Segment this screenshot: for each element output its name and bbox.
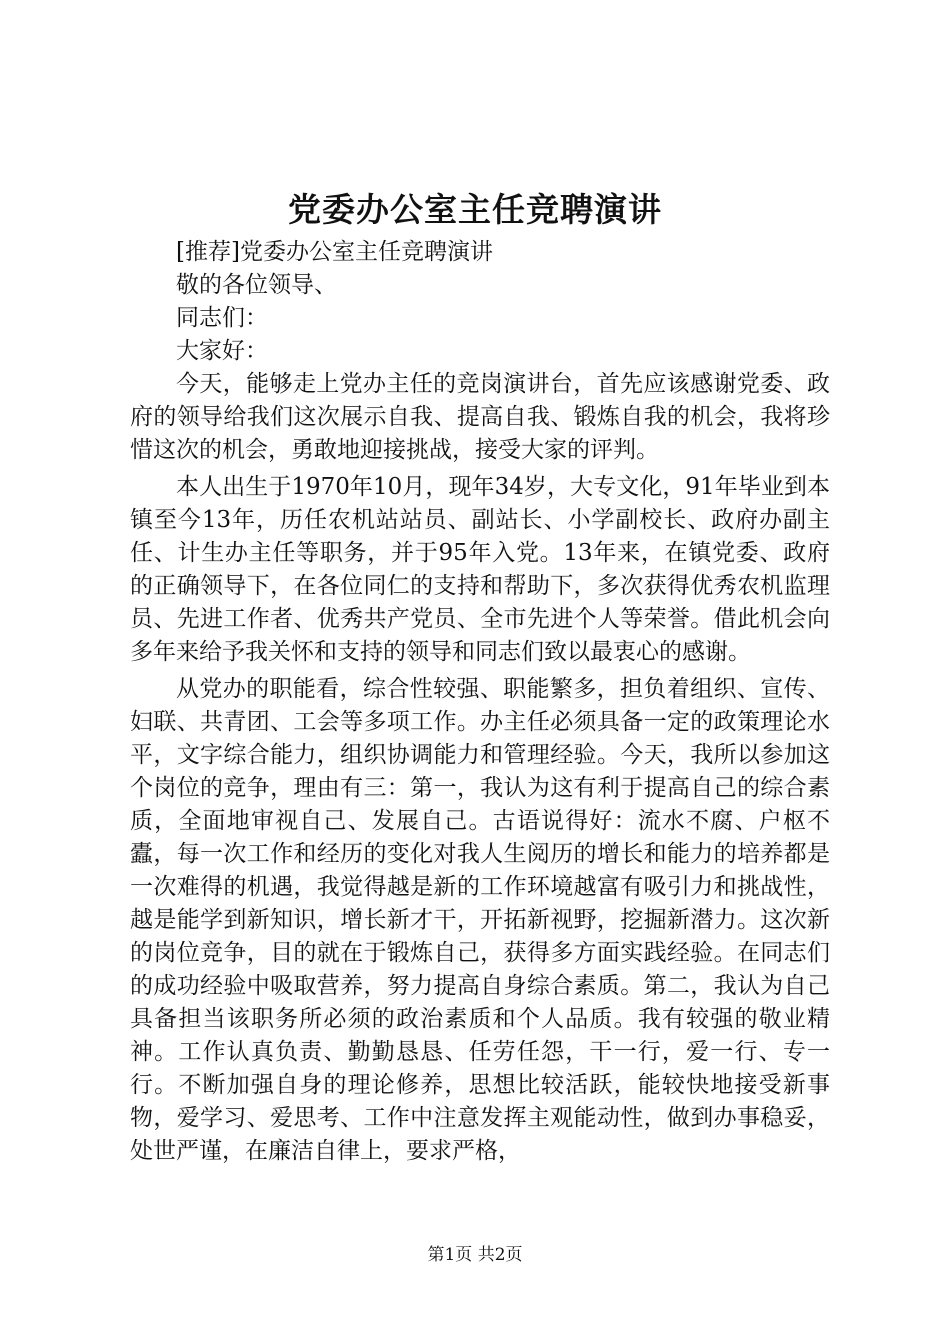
paragraph-heading-line: [推荐]党委办公室主任竞聘演讲 (176, 239, 493, 265)
paragraph-job-reasons: 从党办的职能看，综合性较强、职能繁多，担负着组织、宣传、妇联、共青团、工会等多项工作。办主任必须具备一定的政策理论水平，文字综合能力，组织协调能力和管理经验。今天，我所以参加这个岗位的竞争，理由有三：第一，我认为这有利于提高自己的综合素质，全面地审视自己、发展自己。古语说得好：流水不腐、户枢不蠹，每一次工作和经历的变化对我人生阅历的增长和能力的培养都是一次难得的机遇，我觉得越是新的工作环境越富有吸引力和挑战性，越是能学到新知识，增长新才干，开拓新视野，挖掘新潜力。这次新的岗位竞争，目的就在于锻炼自己，获得多方面实践经验。在同志们的成功经验中吸取营养，努力提高自身综合素质。第二，我认为自己具备担当该职务所必须的政治素质和个人品质。我有较强的敬业精神。工作认真负责、勤勤恳恳、任劳任怨，干一行，爱一行、专一行。不断加强自身的理论修养，思想比较活跃，能较快地接受新事物，爱学习、爱思考、工作中注意发挥主观能动性，做到办事稳妥，处世严谨，在廉洁自律上，要求严格， (130, 676, 830, 1164)
paragraph-salutation: 敬的各位领导、 (176, 272, 337, 298)
page-footer: 第1页 共2页 (427, 1245, 523, 1265)
document-title: 党委办公室主任竞聘演讲 (288, 190, 662, 229)
paragraph-self-introduction: 本人出生于1970年10月，现年34岁，大专文化，91年毕业到本镇至今13年，历任农机站站员、副站长、小学副校长、政府办副主任、计生办主任等职务，并于95年入党。13年来，在镇党委、政府的正确领导下，在各位同仁的支持和帮助下，多次获得优秀农机监理员、先进工作者、优秀共产党员、全市先进个人等荣誉。借此机会向多年来给予我关怀和支持的领导和同志们致以最衷心的感谢。 (130, 474, 830, 665)
paragraph-greeting: 大家好： (176, 338, 268, 364)
document-body (130, 236, 830, 1168)
paragraph-opening: 今天，能够走上党办主任的竞岗演讲台，首先应该感谢党委、政府的领导给我们这次展示自我、提高自我、锻炼自我的机会，我将珍惜这次的机会，勇敢地迎接挑战，接受大家的评判。 (130, 371, 830, 463)
paragraph-salutation-comrades: 同志们： (176, 305, 268, 331)
